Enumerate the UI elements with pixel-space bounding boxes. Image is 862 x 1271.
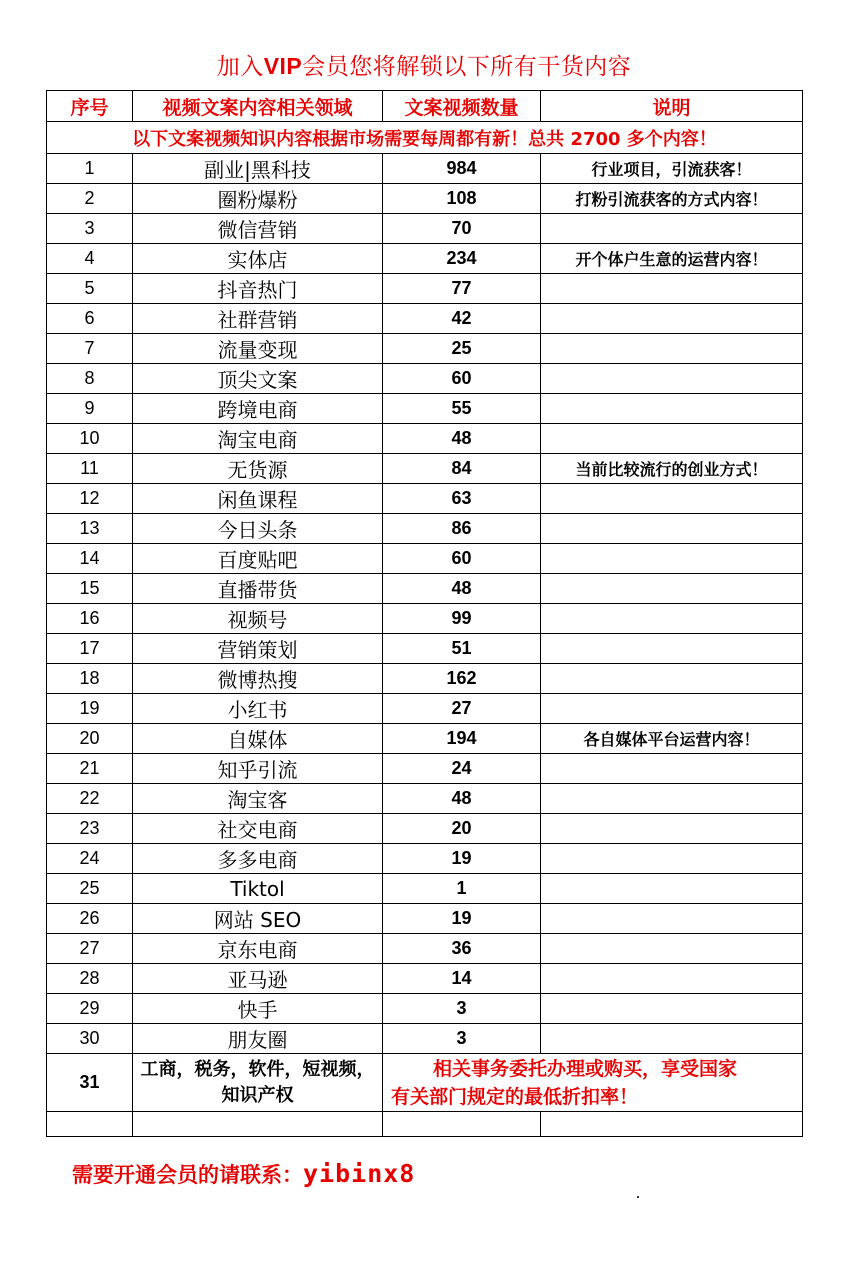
row-count: 194 <box>383 724 541 754</box>
row-field: 自媒体 <box>133 724 383 754</box>
table-row <box>47 484 803 514</box>
row-note <box>541 544 803 574</box>
row-note <box>541 634 803 664</box>
table-row <box>47 394 803 424</box>
row-count: 19 <box>383 844 541 874</box>
row-note <box>541 394 803 424</box>
row-field: 跨境电商 <box>133 394 383 424</box>
row-note <box>541 904 803 934</box>
row-field: 圈粉爆粉 <box>133 184 383 214</box>
table-row <box>47 754 803 784</box>
row-note: 各自媒体平台运营内容！ <box>541 724 803 754</box>
header-count: 文案视频数量 <box>383 91 541 122</box>
row-field: 顶尖文案 <box>133 364 383 394</box>
table-row <box>47 964 803 994</box>
row-count: 162 <box>383 664 541 694</box>
table-row <box>47 184 803 214</box>
row-count: 86 <box>383 514 541 544</box>
table-row <box>47 844 803 874</box>
row-field: 微博热搜 <box>133 664 383 694</box>
row-field: 网站 SEO <box>133 904 383 934</box>
row-count: 36 <box>383 934 541 964</box>
row-index: 11 <box>47 454 133 484</box>
row-count: 1 <box>383 874 541 904</box>
row-note: 打粉引流获客的方式内容！ <box>541 184 803 214</box>
row-note <box>541 484 803 514</box>
table-row <box>47 214 803 244</box>
row-count: 48 <box>383 574 541 604</box>
table-row <box>47 364 803 394</box>
row-field: 快手 <box>133 994 383 1024</box>
row-index: 4 <box>47 244 133 274</box>
notice-text: 以下文案视频知识内容根据市场需要每周都有新！总共 2700 多个内容！ <box>47 122 803 154</box>
row-index: 28 <box>47 964 133 994</box>
row-index: 26 <box>47 904 133 934</box>
content-table <box>46 90 803 1137</box>
row-index: 8 <box>47 364 133 394</box>
row-field: 多多电商 <box>133 844 383 874</box>
table-row <box>47 604 803 634</box>
row-note: 开个体户生意的运营内容！ <box>541 244 803 274</box>
row-field: 副业|黑科技 <box>133 154 383 184</box>
row-index: 27 <box>47 934 133 964</box>
row-field: 知乎引流 <box>133 754 383 784</box>
row-index: 15 <box>47 574 133 604</box>
row-note <box>541 274 803 304</box>
row-count: 3 <box>383 994 541 1024</box>
table-header-row <box>47 91 803 122</box>
row-index: 31 <box>47 1054 133 1112</box>
row-count: 77 <box>383 274 541 304</box>
row-field: 实体店 <box>133 244 383 274</box>
header-field: 视频文案内容相关领域 <box>133 91 383 122</box>
row-note <box>541 754 803 784</box>
row-field: 工商，税务，软件，短视频，知识产权 <box>133 1054 383 1112</box>
row-index: 3 <box>47 214 133 244</box>
row-count: 14 <box>383 964 541 994</box>
table-row <box>47 154 803 184</box>
row-count: 99 <box>383 604 541 634</box>
row-note <box>541 844 803 874</box>
row-index: 16 <box>47 604 133 634</box>
row-note-line2: 有关部门规定的最低折扣率！ <box>391 1085 639 1108</box>
row-note <box>541 964 803 994</box>
row-index: 12 <box>47 484 133 514</box>
row-note <box>541 784 803 814</box>
empty-cell <box>383 1112 541 1137</box>
table-row <box>47 724 803 754</box>
row-index: 23 <box>47 814 133 844</box>
header-note: 说明 <box>541 91 803 122</box>
row-count: 70 <box>383 214 541 244</box>
table-row <box>47 904 803 934</box>
row-index: 2 <box>47 184 133 214</box>
table-row <box>47 514 803 544</box>
row-count: 27 <box>383 694 541 724</box>
row-count: 20 <box>383 814 541 844</box>
table-row-empty <box>47 1112 803 1137</box>
table-row <box>47 784 803 814</box>
row-note <box>541 334 803 364</box>
empty-cell <box>133 1112 383 1137</box>
table-row <box>47 664 803 694</box>
row-note <box>541 364 803 394</box>
table-row <box>47 454 803 484</box>
row-index: 19 <box>47 694 133 724</box>
table-row <box>47 694 803 724</box>
row-note <box>383 1054 803 1112</box>
table-row <box>47 424 803 454</box>
row-field: 视频号 <box>133 604 383 634</box>
row-field: 抖音热门 <box>133 274 383 304</box>
row-index: 1 <box>47 154 133 184</box>
title-prefix: 加入 <box>216 54 264 80</box>
row-count: 108 <box>383 184 541 214</box>
row-field: 今日头条 <box>133 514 383 544</box>
table-row <box>47 544 803 574</box>
row-count: 3 <box>383 1024 541 1054</box>
row-index: 9 <box>47 394 133 424</box>
page-title <box>0 48 848 85</box>
row-field: 朋友圈 <box>133 1024 383 1054</box>
row-field: 小红书 <box>133 694 383 724</box>
row-note <box>541 994 803 1024</box>
contact-wechat-id: yibinx8 <box>303 1159 416 1188</box>
row-field: 百度贴吧 <box>133 544 383 574</box>
row-count: 84 <box>383 454 541 484</box>
row-field: 淘宝客 <box>133 784 383 814</box>
row-count: 234 <box>383 244 541 274</box>
row-note <box>541 874 803 904</box>
table-row <box>47 304 803 334</box>
row-index: 13 <box>47 514 133 544</box>
row-count: 24 <box>383 754 541 784</box>
table-row <box>47 244 803 274</box>
row-field: 流量变现 <box>133 334 383 364</box>
table-row <box>47 334 803 364</box>
row-index: 17 <box>47 634 133 664</box>
table-row <box>47 1024 803 1054</box>
row-note <box>541 214 803 244</box>
row-field: 社交电商 <box>133 814 383 844</box>
row-index: 21 <box>47 754 133 784</box>
row-count: 51 <box>383 634 541 664</box>
row-index: 7 <box>47 334 133 364</box>
row-count: 60 <box>383 364 541 394</box>
row-index: 29 <box>47 994 133 1024</box>
row-index: 24 <box>47 844 133 874</box>
row-note <box>541 694 803 724</box>
row-note <box>541 814 803 844</box>
row-index: 6 <box>47 304 133 334</box>
row-index: 22 <box>47 784 133 814</box>
row-field: 微信营销 <box>133 214 383 244</box>
table-row-services <box>47 1054 803 1112</box>
notice-row <box>47 122 803 154</box>
row-note <box>541 574 803 604</box>
row-field: Tiktol <box>133 874 383 904</box>
table-row <box>47 574 803 604</box>
row-count: 25 <box>383 334 541 364</box>
row-note: 行业项目，引流获客！ <box>541 154 803 184</box>
row-note <box>541 934 803 964</box>
title-vip: VIP <box>263 53 303 79</box>
row-note <box>541 514 803 544</box>
empty-cell <box>541 1112 803 1137</box>
contact-label: 需要开通会员的请联系： <box>72 1163 303 1187</box>
table-row <box>47 994 803 1024</box>
row-count: 60 <box>383 544 541 574</box>
row-count: 55 <box>383 394 541 424</box>
row-field: 闲鱼课程 <box>133 484 383 514</box>
row-field: 无货源 <box>133 454 383 484</box>
row-index: 5 <box>47 274 133 304</box>
contact-line <box>72 1156 415 1193</box>
row-index: 20 <box>47 724 133 754</box>
title-suffix: 会员您将解锁以下所有干货内容 <box>302 54 632 80</box>
stray-dot <box>637 1196 639 1198</box>
row-count: 19 <box>383 904 541 934</box>
row-index: 25 <box>47 874 133 904</box>
row-note: 当前比较流行的创业方式！ <box>541 454 803 484</box>
row-index: 14 <box>47 544 133 574</box>
row-index: 30 <box>47 1024 133 1054</box>
row-count: 42 <box>383 304 541 334</box>
row-note <box>541 304 803 334</box>
row-count: 48 <box>383 784 541 814</box>
row-field: 营销策划 <box>133 634 383 664</box>
row-field: 淘宝电商 <box>133 424 383 454</box>
row-note-line1: 相关事务委托办理或购买，享受国家 <box>433 1057 738 1080</box>
row-index: 18 <box>47 664 133 694</box>
row-field: 京东电商 <box>133 934 383 964</box>
row-count: 984 <box>383 154 541 184</box>
header-index: 序号 <box>47 91 133 122</box>
table-row <box>47 274 803 304</box>
row-note <box>541 664 803 694</box>
row-count: 63 <box>383 484 541 514</box>
table-row <box>47 814 803 844</box>
row-note <box>541 424 803 454</box>
row-note <box>541 1024 803 1054</box>
row-index: 10 <box>47 424 133 454</box>
row-count: 48 <box>383 424 541 454</box>
table-row <box>47 934 803 964</box>
table-row <box>47 634 803 664</box>
row-field: 社群营销 <box>133 304 383 334</box>
row-field: 直播带货 <box>133 574 383 604</box>
row-note <box>541 604 803 634</box>
table-row <box>47 874 803 904</box>
empty-cell <box>47 1112 133 1137</box>
row-field: 亚马逊 <box>133 964 383 994</box>
